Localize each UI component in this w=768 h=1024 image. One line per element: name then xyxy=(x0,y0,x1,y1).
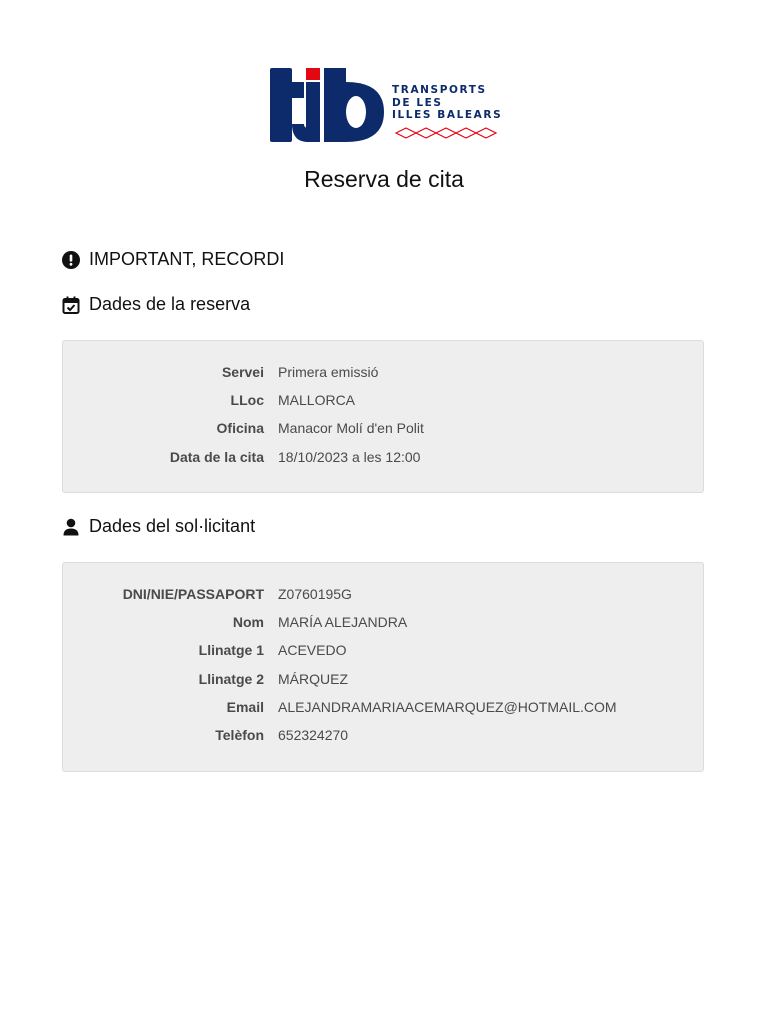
solicitant-title: Dades del sol·licitant xyxy=(89,516,256,536)
solicitant-row-nom xyxy=(63,608,703,636)
reserva-row-data xyxy=(63,443,703,471)
logo-line-3: ILLES BALEARS xyxy=(392,109,503,121)
solicitant-row-email xyxy=(63,693,703,721)
logo-wordmark xyxy=(392,84,502,122)
row-label: LLoc xyxy=(230,392,264,409)
reserva-row-oficina xyxy=(63,414,703,442)
reserva-row-lloc xyxy=(63,386,703,414)
exclamation-circle-icon xyxy=(62,251,80,269)
calendar-check-icon xyxy=(62,296,80,314)
row-value: MARÍA ALEJANDRA xyxy=(278,614,408,631)
reserva-heading xyxy=(62,294,250,315)
user-icon xyxy=(62,518,80,536)
row-value: Manacor Molí d'en Polit xyxy=(278,420,424,437)
solicitant-row-dni xyxy=(63,580,703,608)
solicitant-card xyxy=(62,562,704,772)
row-value: 18/10/2023 a les 12:00 xyxy=(278,448,421,465)
reserva-row-servei xyxy=(63,358,703,386)
row-label: Oficina xyxy=(216,420,264,437)
row-value: ACEVEDO xyxy=(278,642,347,659)
page-title: Reserva de cita xyxy=(304,166,464,192)
row-value: Primera emissió xyxy=(278,364,379,381)
row-value: MÁRQUEZ xyxy=(278,670,348,687)
logo-line-2: DE LES xyxy=(392,96,443,109)
row-value: Z0760195G xyxy=(278,586,352,603)
row-label: Telèfon xyxy=(215,727,264,744)
row-label: Email xyxy=(226,698,264,715)
row-label: DNI/NIE/PASSAPORT xyxy=(122,586,264,603)
row-label: Nom xyxy=(232,614,264,631)
logo-line-1: TRANSPORTS xyxy=(392,84,487,96)
important-title: IMPORTANT, RECORDI xyxy=(89,249,285,269)
solicitant-row-llinatge1 xyxy=(63,636,703,664)
solicitant-heading xyxy=(62,516,255,537)
row-label: Llinatge 1 xyxy=(198,642,264,659)
tib-logo xyxy=(268,64,503,146)
solicitant-row-llinatge2 xyxy=(63,665,703,693)
important-heading[interactable] xyxy=(62,249,284,270)
row-label: Servei xyxy=(221,364,264,381)
reserva-card xyxy=(62,340,704,493)
row-label: Data de la cita xyxy=(169,448,264,465)
row-value: MALLORCA xyxy=(278,392,356,409)
row-label: Llinatge 2 xyxy=(198,670,264,687)
solicitant-row-telefon xyxy=(63,721,703,749)
row-value: ALEJANDRAMARIAACEMARQUEZ@HOTMAIL.COM xyxy=(278,698,617,715)
reserva-title: Dades de la reserva xyxy=(89,294,251,314)
row-value: 652324270 xyxy=(278,727,349,744)
